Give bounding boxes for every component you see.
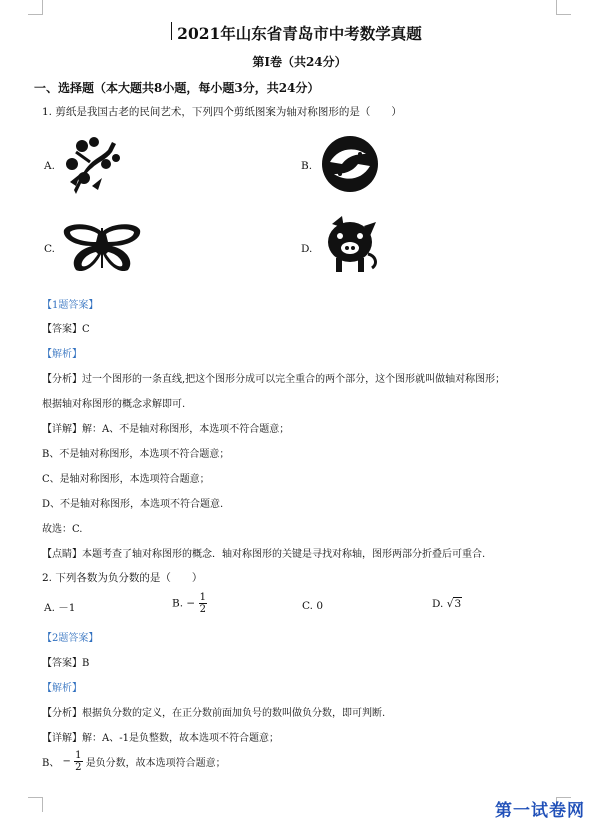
fraction-denominator: 2 <box>75 762 82 773</box>
section-heading: 一、选择题（本大题共8小题，每小题3分，共24分） <box>34 81 320 95</box>
q2-answer-tag: 【2题答案】 <box>42 633 99 644</box>
q1-choose: 故选：C. <box>42 524 83 535</box>
q1-dianjing: 【点睛】本题考查了轴对称图形的概念．轴对称图形的关键是寻找对称轴，图形两部分折叠后可重合. <box>42 549 486 560</box>
corner-mark-bottom-left <box>28 797 43 812</box>
q2-detail-b-sign: − <box>62 756 71 767</box>
sqrt-expression: √3 <box>446 598 462 610</box>
text-cursor <box>171 22 172 40</box>
corner-mark-top-left <box>28 0 43 15</box>
papercut-pig-image <box>320 214 380 276</box>
q2-answer: 【答案】B <box>42 658 90 669</box>
q2-analysis-tag: 【解析】 <box>42 683 82 694</box>
document-title: 2021年山东省青岛市中考数学真题 <box>177 24 422 43</box>
sqrt-radicand: 3 <box>454 598 462 610</box>
q1-detail-b: B、不是轴对称图形，本选项不符合题意； <box>42 449 230 460</box>
q1-option-d-label: D. <box>301 243 313 255</box>
q2-option-b-sign: − <box>186 597 196 610</box>
q2-option-a: A. －1 <box>44 602 76 614</box>
q2-detail-b-suffix: 是负分数，故本选项符合题意； <box>85 758 226 769</box>
papercut-butterfly-image <box>62 222 142 274</box>
q2-detail-b-fraction <box>74 750 82 773</box>
q1-answer: 【答案】C <box>42 324 90 335</box>
document-subtitle: 第I卷（共24分） <box>252 55 347 69</box>
q2-stem: 2. 下列各数为负分数的是（ ） <box>42 572 203 584</box>
q2-option-d <box>432 598 462 610</box>
q2-detail-b-prefix: B、 <box>42 758 60 769</box>
fraction-denominator: 2 <box>199 604 206 615</box>
q2-option-b-fraction <box>199 592 207 615</box>
papercut-fish-image <box>320 134 380 194</box>
q1-fenxi-cont: 根据轴对称图形的概念求解即可. <box>42 399 186 410</box>
q2-option-d-label: D. <box>432 598 444 610</box>
q1-detail-a: 【详解】解：A、不是轴对称图形，本选项不符合题意； <box>42 424 290 435</box>
q1-answer-tag: 【1题答案】 <box>42 300 99 311</box>
q1-analysis-tag: 【解析】 <box>42 349 82 360</box>
q1-detail-c: C、是轴对称图形，本选项符合题意； <box>42 474 210 485</box>
site-watermark: 第一试卷网 <box>495 801 585 821</box>
q1-stem: 1. 剪纸是我国古老的民间艺术，下列四个剪纸图案为轴对称图形的是（ ） <box>42 106 402 118</box>
q2-option-b-label: B. <box>172 597 184 610</box>
q2-fenxi: 【分析】根据负分数的定义，在正分数前面加负号的数叫做负分数，即可判断. <box>42 708 386 719</box>
q1-option-c-label: C. <box>44 243 55 255</box>
q1-fenxi: 【分析】过一个图形的一条直线,把这个图形分成可以完全重合的两个部分，这个图形就叫做轴对称图形； <box>42 374 506 385</box>
q2-option-c: C. 0 <box>302 600 324 612</box>
papercut-branch-image <box>62 134 124 196</box>
q2-option-b <box>172 592 207 615</box>
fraction-numerator: 1 <box>199 592 206 603</box>
corner-mark-top-right <box>556 0 571 15</box>
q1-option-b-label: B. <box>301 160 313 172</box>
q1-detail-d: D、不是轴对称图形，本选项不符合题意. <box>42 499 224 510</box>
q2-detail-a: 【详解】解：A、-1是负整数，故本选项不符合题意； <box>42 733 279 744</box>
fraction-numerator: 1 <box>75 750 82 761</box>
q2-detail-b <box>42 750 226 773</box>
q1-option-a-label: A. <box>44 160 55 172</box>
